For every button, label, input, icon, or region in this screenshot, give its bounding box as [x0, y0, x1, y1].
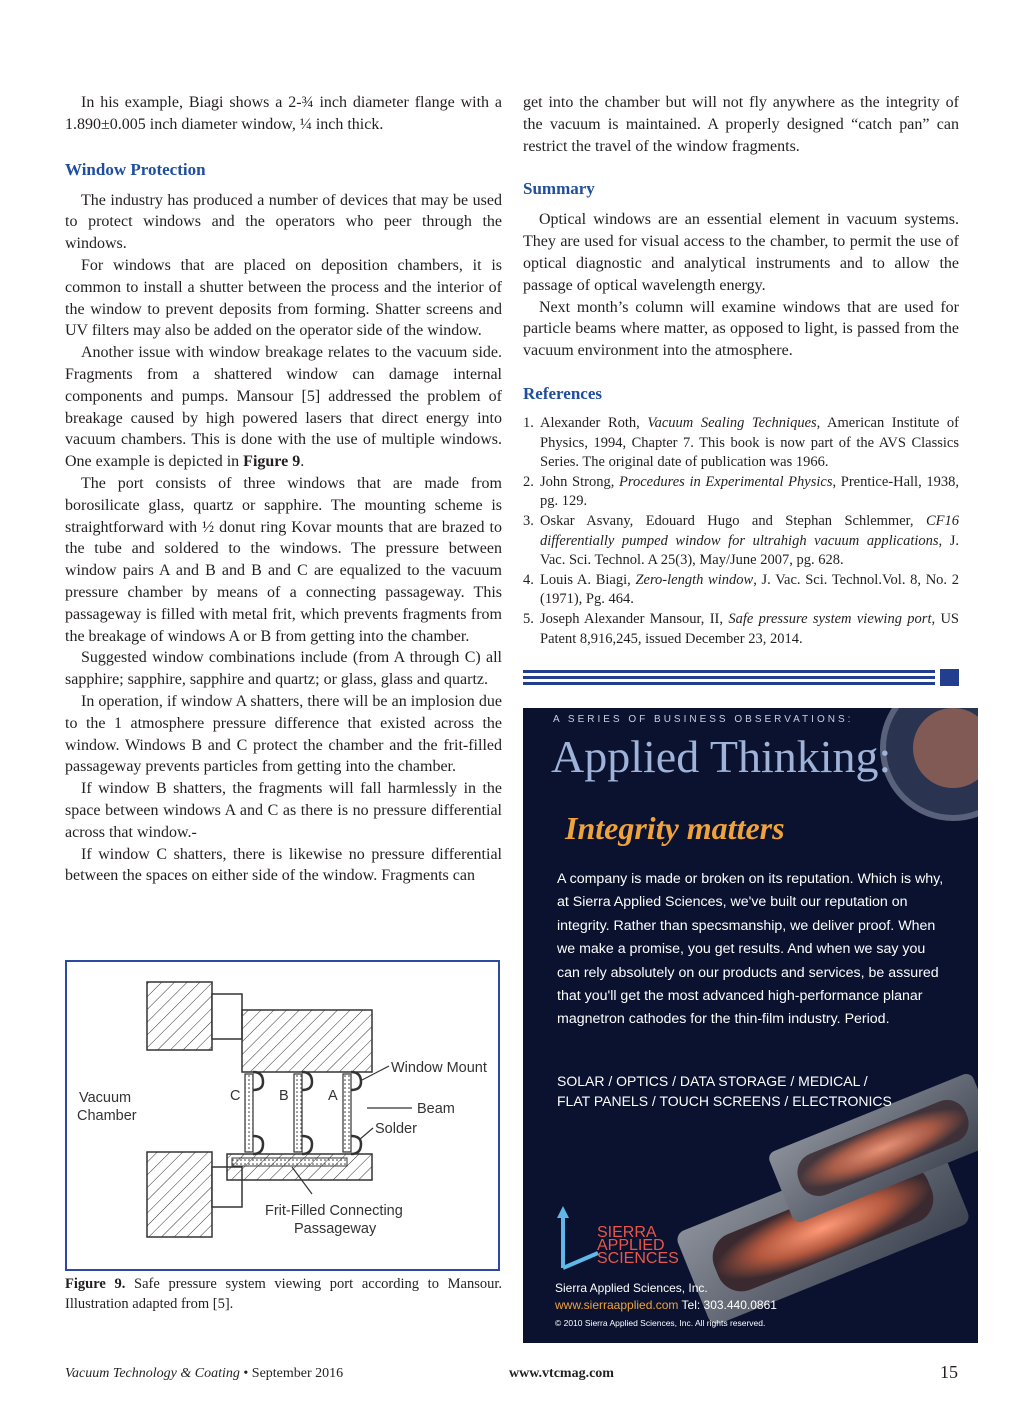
mount-a	[351, 1072, 361, 1154]
label-solder: Solder	[375, 1121, 417, 1137]
reference-item: 4. Louis A. Biagi, Zero-length window, J. Vac. Sci. Technol.Vol. 8, No. 2 (1971), Pg. 464.	[523, 571, 959, 608]
caption-label: Figure 9.	[65, 1276, 126, 1292]
body-paragraph: If window C shatters, there is likewise no pressure differential between the spaces on either side of the window. Fragments can	[65, 845, 502, 885]
summary-heading: Summary	[523, 179, 595, 199]
figure-caption	[65, 1275, 502, 1314]
mount-c	[253, 1072, 263, 1154]
label-a: A	[328, 1088, 338, 1104]
body-paragraph	[65, 342, 502, 473]
top-bolt	[212, 994, 242, 1039]
paragraph-end: .	[300, 453, 305, 471]
reference-item: 5. Joseph Alexander Mansour, II, Safe pressure system viewing port, US Patent 8,916,245, issued December 23, 2014.	[523, 610, 959, 647]
footer-journal	[65, 1366, 343, 1382]
references-list	[523, 414, 959, 649]
window-c	[245, 1074, 253, 1152]
body-paragraph: The industry has produced a number of devices that may be used to protect windows and the operators who peer through the windows.	[65, 191, 502, 253]
right-column	[523, 92, 959, 649]
ad-copyright: © 2010 Sierra Applied Sciences, Inc. All rights reserved.	[555, 1318, 766, 1328]
ad-subhead: Integrity matters	[565, 810, 785, 846]
body-paragraph: If window B shatters, the fragments will fall harmlessly in the space between windows A and C as there is no pressure differential across that window.-	[65, 780, 502, 841]
body-paragraph: The port consists of three windows that are made from borosilicate glass, quartz or sapphire. The mounting scheme is straightforward with ½ donut ring Kovar mounts that are brazed to the tube and soldered to the windows. The pressure between window pairs A and B and B and C are equalized to the vacuum pressure chamber by means of a connecting passageway. This passageway is filled with metal frit, which prevents fragments from the breakage of windows A or B from getting into the chamber.	[65, 474, 502, 645]
footer-bullet: •	[243, 1366, 249, 1381]
label-c: C	[230, 1088, 241, 1104]
paragraph-text: Another issue with window breakage relates to the vacuum side. Fragments from a shattered window can damage internal components and pumps. Mansour [5] addressed the problem of breakage caused by high powered lasers that direct energy into vacuum chambers. This is done with the use of multiple windows. One example is depicted in	[65, 344, 502, 471]
mount-b	[302, 1072, 312, 1154]
figure-9	[65, 960, 500, 1271]
summary-paragraph: Next month’s column will examine windows that are used for particle beams where matter, as opposed to light, is passed from the vacuum environment into the atmosphere.	[523, 298, 959, 360]
body-paragraph: For windows that are placed on deposition chambers, it is common to install a shutter between the process and the interior of the window to prevent deposits from forming. Shatter screens and UV filters may also be added on the operator side of the window.	[65, 256, 502, 340]
section-divider	[523, 670, 935, 688]
label-frit-line1: Frit-Filled Connecting	[265, 1203, 403, 1219]
ad-contact	[555, 1298, 777, 1312]
ad-series-label: A SERIES OF BUSINESS OBSERVATIONS:	[553, 714, 854, 725]
reference-item: 1. Alexander Roth, Vacuum Sealing Techniques, American Institute of Physics, 1994, Chapter 7. This book is now part of the AVS Classics Series. The original date of publication was 1966.	[523, 414, 959, 471]
viewport-diagram	[67, 962, 498, 1269]
top-tube-wall	[242, 1010, 372, 1072]
top-flange-left	[147, 982, 212, 1050]
left-column	[65, 92, 502, 887]
ad-website[interactable]: www.sierraapplied.com	[555, 1298, 679, 1312]
body-paragraph: Suggested window combinations include (from A through C) all sapphire; sapphire, sapphire and quartz; or glass, glass and quartz.	[65, 649, 502, 689]
caption-text: Safe pressure system viewing port according to Mansour. Illustration adapted from [5].	[65, 1276, 502, 1312]
label-frit-line2: Passageway	[294, 1221, 377, 1237]
ad-markets	[557, 1071, 892, 1111]
window-protection-heading: Window Protection	[65, 159, 206, 179]
body-paragraph: In operation, if window A shatters, there will be an implosion due to the 1 atmosphere pressure difference that existed across the window. Windows B and C protect the chamber and the frit-filled passageway prevents particles from getting into the chamber.	[65, 692, 502, 776]
journal-name: Vacuum Technology & Coating	[65, 1366, 240, 1381]
label-chamber: Chamber	[77, 1108, 137, 1124]
window-a	[343, 1074, 351, 1152]
footer-url[interactable]: www.vtcmag.com	[509, 1366, 614, 1381]
ad-company: Sierra Applied Sciences, Inc.	[555, 1281, 708, 1295]
sierra-logo-mark	[557, 1206, 598, 1268]
label-window-mount: Window Mount	[391, 1060, 487, 1076]
ad-markets-line1: SOLAR / OPTICS / DATA STORAGE / MEDICAL /	[557, 1073, 868, 1089]
logo-line2: APPLIED	[597, 1237, 665, 1254]
ad-tel: Tel: 303.440.0861	[681, 1298, 777, 1312]
figure-reference: Figure 9	[243, 453, 301, 471]
leader-solder	[359, 1128, 373, 1140]
footer-date: September 2016	[251, 1366, 344, 1381]
references-heading: References	[523, 383, 602, 403]
ad-markets-line2: FLAT PANELS / TOUCH SCREENS / ELECTRONICS	[557, 1093, 892, 1109]
label-b: B	[279, 1088, 289, 1104]
logo-line3: SCIENCES	[597, 1250, 679, 1267]
ad-headline: Applied Thinking:	[551, 731, 892, 782]
window-b	[294, 1074, 302, 1152]
logo-line1: SIERRA	[597, 1224, 657, 1241]
continuation-paragraph: get into the chamber but will not fly anywhere as the integrity of the vacuum is maintained. A properly designed “catch pan” can restrict the travel of the window fragments.	[523, 94, 959, 155]
ad-logo-text	[597, 1226, 679, 1265]
advertisement	[523, 708, 978, 1343]
bottom-flange-left	[147, 1152, 212, 1237]
frit-passageway	[232, 1158, 347, 1166]
page-number: 15	[940, 1362, 958, 1382]
label-beam: Beam	[417, 1101, 455, 1117]
summary-paragraph: Optical windows are an essential element in vacuum systems. They are used for visual access to the chamber, to permit the use of optical diagnostic and analytical instruments and to allow the passage of optical wavelength energy.	[523, 211, 959, 294]
divider-square	[940, 669, 959, 686]
reference-item: 3. Oskar Asvany, Edouard Hugo and Stephan Schlemmer, CF16 differentially pumped window for ultrahigh vacuum applications, J. Vac. Sci. Technol. A 25(3), May/June 2007, pg. 628.	[523, 512, 959, 569]
ad-body: A company is made or broken on its reputation. Which is why, at Sierra Applied Sciences, we've built our reputation on integrity. Rather than specsmanship, we deliver proof. When we make a promise, you get results. And when we say you can rely absolutely on our products and services, be assured that you'll get the most advanced high-performance planar magnetron cathodes for the thin-film industry. Period.	[557, 871, 944, 1028]
reference-item: 2. John Strong, Procedures in Experimental Physics, Prentice-Hall, 1938, pg. 129.	[523, 473, 959, 510]
intro-paragraph: In his example, Biagi shows a 2-¾ inch diameter flange with a 1.890±0.005 inch diameter window, ¼ inch thick.	[65, 94, 502, 133]
label-vacuum: Vacuum	[79, 1090, 132, 1106]
